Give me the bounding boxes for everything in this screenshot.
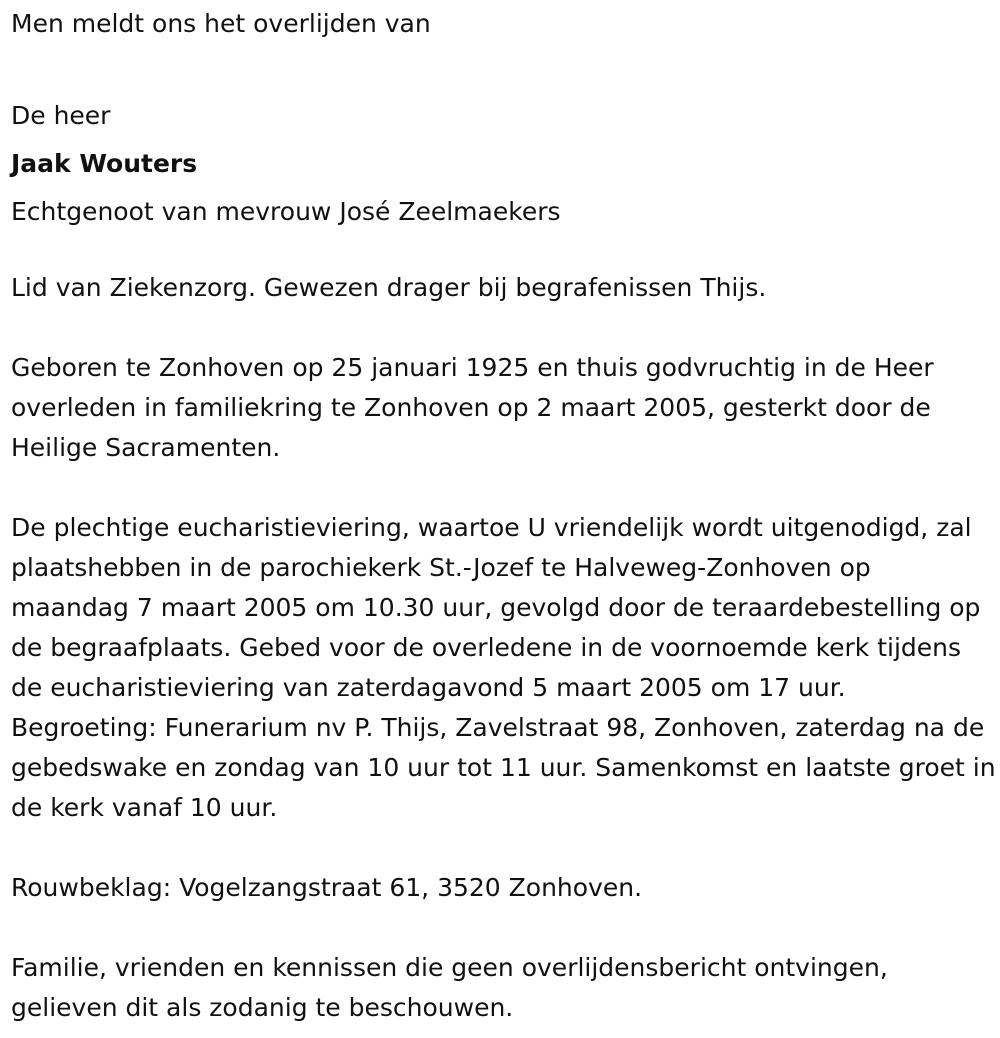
spacer: [11, 828, 996, 868]
birth-death-text: Geboren te Zonhoven op 25 januari 1925 en thuis godvruchtig in de Heer overleden in familiekring te Zonhoven op 2 maart 2005, gesterkt door de Heilige Sacramenten.: [11, 353, 934, 462]
spacer: [11, 908, 996, 948]
ceremony-text: De plechtige eucharistieviering, waartoe U vriendelijk wordt uitgenodigd, zal plaatshebben in de parochiekerk St.-Jozef te Halveweg-Zonhoven op maandag 7 maart 2005 om 10.30 uur, gevolgd door de teraardebestelling op de begraafplaats. Gebed voor de overledene in de voornoemde kerk tijdens de eucharistieviering van zaterdagavond 5 maart 2005 om 17 uur. Begroeting: Funerarium nv P. Thijs, Zavelstraat 98, Zonhoven, zaterdag na de gebedswake en zondag van 10 uur tot 11 uur. Samenkomst en laatste groet in de kerk vanaf 10 uur.: [11, 513, 996, 822]
spacer: [11, 308, 996, 348]
death-notice: [11, 0, 996, 1028]
deceased-name: Jaak Wouters: [11, 149, 198, 178]
condolences-address: Rouwbeklag: Vogelzangstraat 61, 3520 Zonhoven.: [11, 873, 643, 902]
membership-text: Lid van Ziekenzorg. Gewezen drager bij begrafenissen Thijs.: [11, 273, 767, 302]
spouse-line: Echtgenoot van mevrouw José Zeelmaekers: [11, 197, 561, 226]
honorific: De heer: [11, 101, 111, 130]
spacer: [11, 468, 996, 508]
intro-text: Men meldt ons het overlijden van: [11, 9, 431, 38]
closing-text: Familie, vrienden en kennissen die geen overlijdensbericht ontvingen, gelieven dit als zodanig te beschouwen.: [11, 953, 888, 1022]
